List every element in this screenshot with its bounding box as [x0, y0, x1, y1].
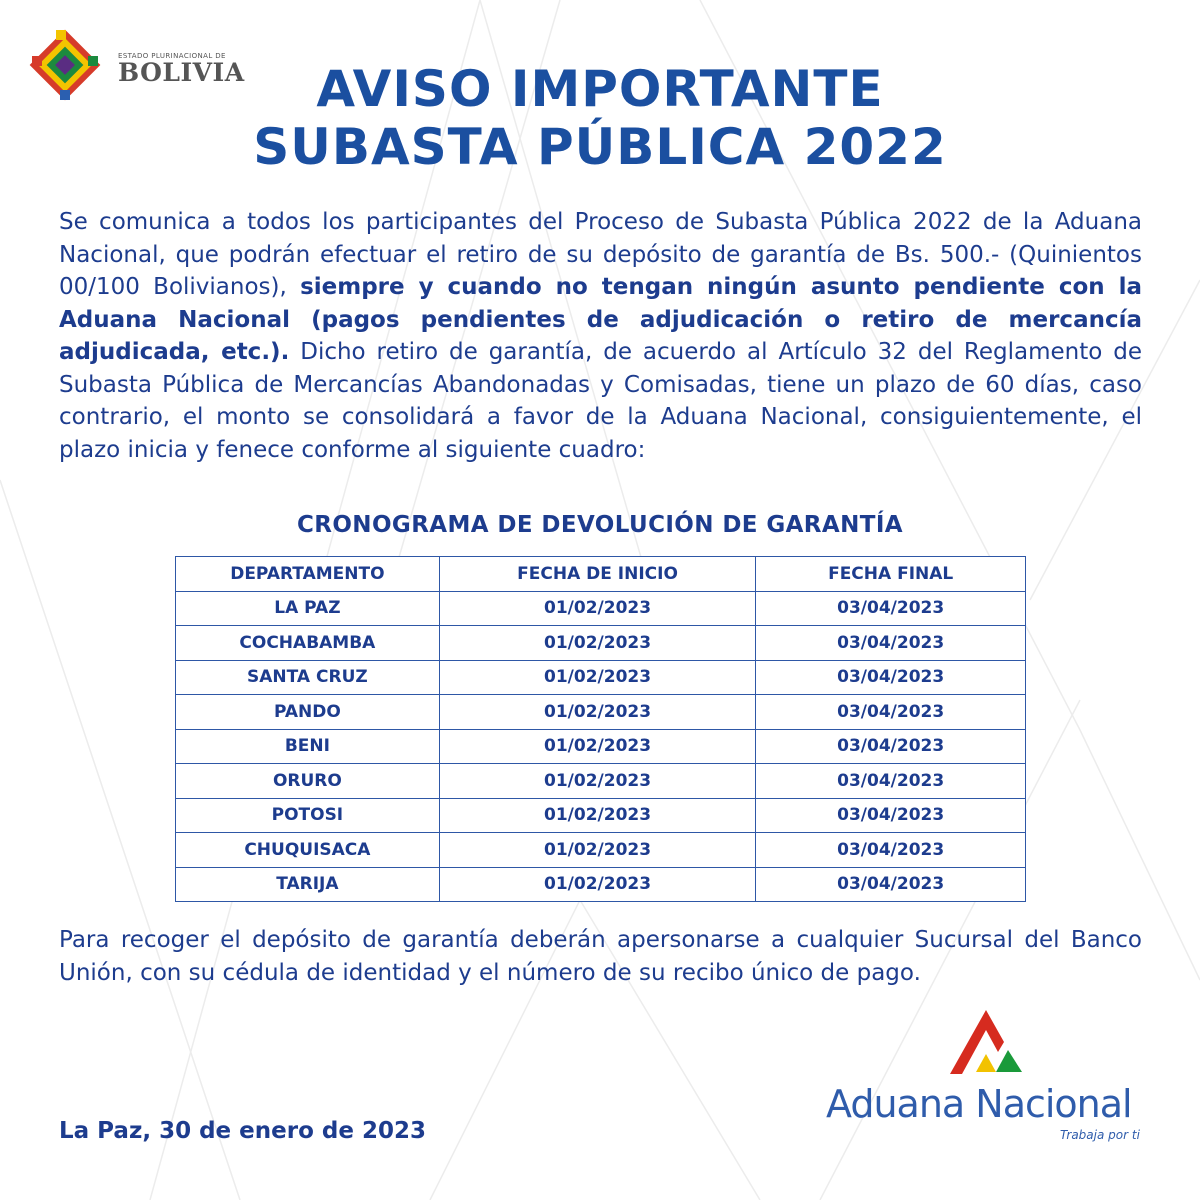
cell-fecha-final: 03/04/2023 — [756, 798, 1026, 833]
cell-fecha-inicio: 01/02/2023 — [439, 867, 756, 902]
header-fecha-final: FECHA FINAL — [756, 557, 1026, 592]
cell-fecha-final: 03/04/2023 — [756, 626, 1026, 661]
intro-bold-text: siempre y cuando no tengan ningún asunto pendiente con la Aduana Nacional (pagos pendientes de adjudicación o retiro de mercancía adjudicada, etc.). — [59, 274, 1143, 365]
cell-fecha-inicio: 01/02/2023 — [439, 626, 756, 661]
footer-date: La Paz, 30 de enero de 2023 — [59, 1118, 426, 1144]
aduana-logo-mark-icon — [946, 1008, 1026, 1080]
aduana-logo-slogan: Trabaja por ti — [1060, 1128, 1140, 1142]
aduana-logo-name: Aduana Nacional — [826, 1082, 1132, 1126]
intro-paragraph — [59, 206, 1142, 466]
table-header-row — [176, 557, 1026, 592]
intro-text-part-1: Se comunica a todos los participantes del Proceso de Subasta Pública 2022 de la Aduana Nacional, que podrán efectuar el retiro de su depósito de garantía de Bs. 500.- (Quinientos 00/100 Bolivianos), — [59, 209, 1142, 300]
cell-fecha-inicio: 01/02/2023 — [439, 798, 756, 833]
cell-departamento: TARIJA — [176, 867, 440, 902]
table-row — [176, 626, 1026, 661]
cell-fecha-inicio: 01/02/2023 — [439, 764, 756, 799]
cell-fecha-inicio: 01/02/2023 — [439, 591, 756, 626]
cell-fecha-inicio: 01/02/2023 — [439, 695, 756, 730]
schedule-title: CRONOGRAMA DE DEVOLUCIÓN DE GARANTÍA — [296, 512, 904, 538]
table-row — [176, 695, 1026, 730]
cell-fecha-final: 03/04/2023 — [756, 660, 1026, 695]
table-row — [176, 764, 1026, 799]
table-row — [176, 867, 1026, 902]
cell-fecha-inicio: 01/02/2023 — [439, 729, 756, 764]
cell-departamento: BENI — [176, 729, 440, 764]
cell-departamento: COCHABAMBA — [176, 626, 440, 661]
cell-fecha-inicio: 01/02/2023 — [439, 833, 756, 868]
cell-fecha-final: 03/04/2023 — [756, 833, 1026, 868]
cell-fecha-final: 03/04/2023 — [756, 867, 1026, 902]
title-line-1: AVISO IMPORTANTE — [316, 60, 884, 118]
cell-departamento: CHUQUISACA — [176, 833, 440, 868]
cell-departamento: PANDO — [176, 695, 440, 730]
seal-small-text: ESTADO PLURINACIONAL DE — [118, 52, 226, 60]
cell-fecha-final: 03/04/2023 — [756, 764, 1026, 799]
cell-fecha-final: 03/04/2023 — [756, 729, 1026, 764]
cell-departamento: POTOSI — [176, 798, 440, 833]
intro-text-part-2: Dicho retiro de garantía, de acuerdo al Artículo 32 del Reglamento de Subasta Pública de Mercancías Abandonadas y Comisadas, tiene un plazo de 60 días, caso contrario, el monto se consolidará a favor de la Aduana Nacional, consiguientemente, el plazo inicia y fenece conforme al siguiente cuadro: — [59, 339, 1143, 463]
table-row — [176, 591, 1026, 626]
table-row — [176, 729, 1026, 764]
closing-paragraph: Para recoger el depósito de garantía deberán apersonarse a cualquier Sucursal del Banco Unión, con su cédula de identidad y el número de su recibo único de pago. — [59, 927, 1142, 986]
cell-departamento: ORURO — [176, 764, 440, 799]
title-line-2: SUBASTA PÚBLICA 2022 — [253, 118, 947, 176]
cell-departamento: LA PAZ — [176, 591, 440, 626]
table-row — [176, 660, 1026, 695]
schedule-table — [175, 556, 1026, 902]
seal-big-text: BOLIVIA — [118, 58, 245, 87]
table-row — [176, 798, 1026, 833]
page-title — [0, 60, 1200, 176]
cell-fecha-final: 03/04/2023 — [756, 695, 1026, 730]
cell-fecha-inicio: 01/02/2023 — [439, 660, 756, 695]
header-fecha-inicio: FECHA DE INICIO — [439, 557, 756, 592]
cell-departamento: SANTA CRUZ — [176, 660, 440, 695]
header-departamento: DEPARTAMENTO — [176, 557, 440, 592]
table-row — [176, 833, 1026, 868]
cell-fecha-final: 03/04/2023 — [756, 591, 1026, 626]
